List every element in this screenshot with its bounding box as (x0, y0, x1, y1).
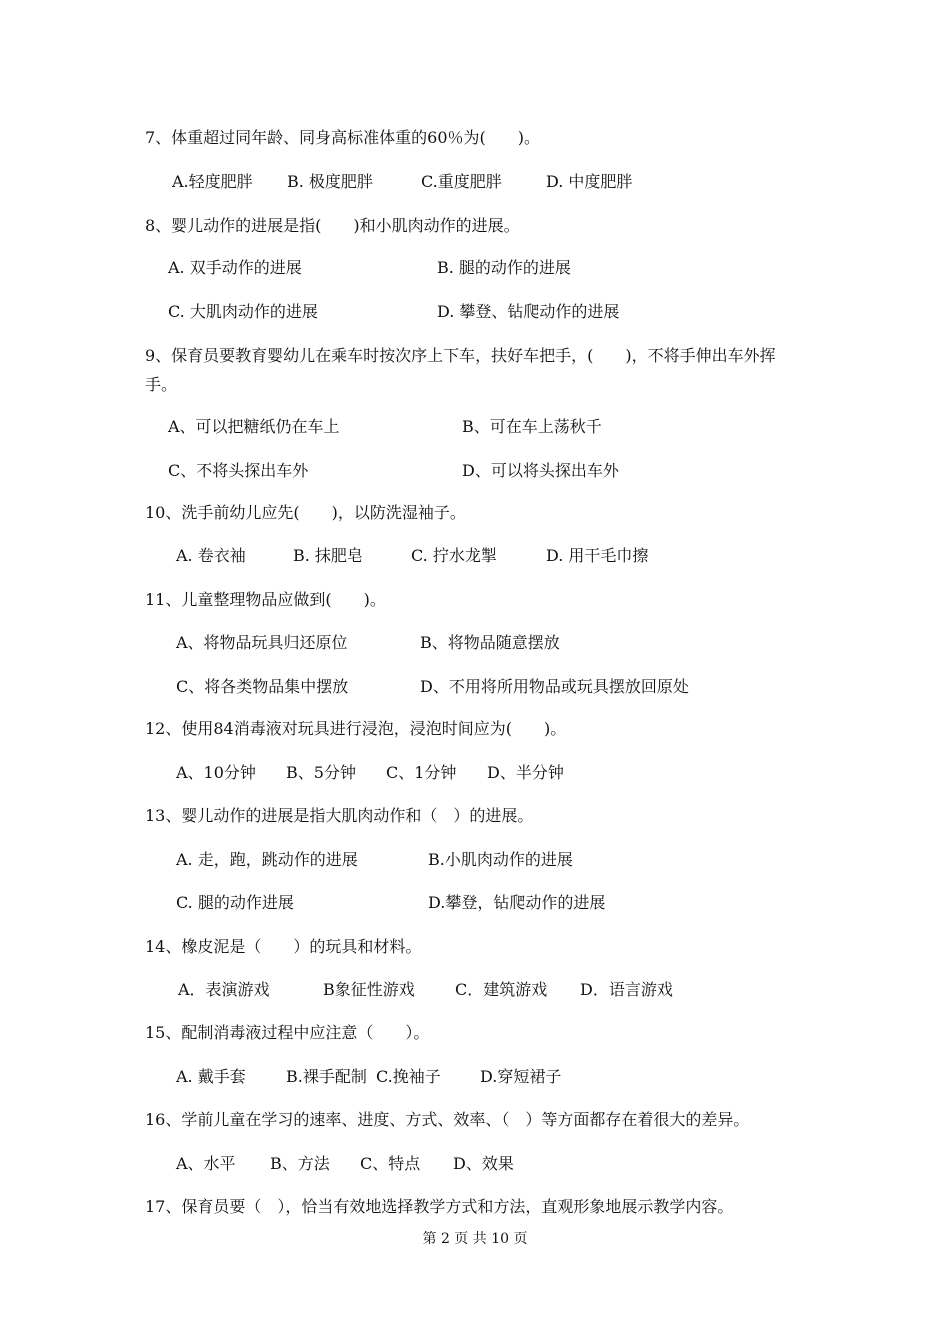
answer-option: C、特点 (360, 1154, 421, 1173)
question-text-continued: 手。 (145, 375, 178, 394)
answer-option: D、半分钟 (487, 763, 564, 782)
question-text: 12、使用84消毒液对玩具进行浸泡，浸泡时间应为( )。 (145, 719, 567, 738)
question-text: 15、配制消毒液过程中应注意（ ）。 (145, 1023, 430, 1042)
answer-option: B象征性游戏 (323, 980, 415, 999)
answer-option: C. 腿的动作进展 (176, 893, 294, 912)
question-text: 7、体重超过同年龄、同身高标准体重的60％为( )。 (145, 128, 541, 147)
question-text: 9、保育员要教育婴幼儿在乘车时按次序上下车，扶好车把手，( )，不将手伸出车外挥 (145, 346, 776, 365)
answer-option: C. 拧水龙掣 (411, 546, 497, 565)
answer-option: B.小肌肉动作的进展 (428, 850, 573, 869)
question-text: 13、婴儿动作的进展是指大肌肉动作和（ ）的进展。 (145, 806, 534, 825)
answer-option: B、方法 (270, 1154, 330, 1173)
answer-option: A、可以把糖纸仍在车上 (168, 417, 340, 436)
answer-option: D. 中度肥胖 (546, 172, 633, 191)
answer-option: B. 抹肥皂 (293, 546, 363, 565)
answer-option: D. 用干毛巾擦 (546, 546, 649, 565)
answer-option: A、将物品玩具归还原位 (176, 633, 348, 652)
answer-option: A.轻度肥胖 (172, 172, 253, 191)
answer-option: C. 大肌肉动作的进展 (168, 302, 318, 321)
question-text: 17、保育员要（ ），恰当有效地选择教学方式和方法，直观形象地展示教学内容。 (145, 1197, 734, 1216)
answer-option: C、将各类物品集中摆放 (176, 677, 349, 696)
answer-option: C、1分钟 (386, 763, 457, 782)
answer-option: A、10分钟 (176, 763, 256, 782)
page-footer: 第 2 页 共 10 页 (422, 1231, 528, 1247)
question-text: 11、儿童整理物品应做到( )。 (145, 590, 386, 609)
answer-option: D．语言游戏 (580, 980, 673, 999)
question-text: 8、婴儿动作的进展是指( )和小肌肉动作的进展。 (145, 216, 520, 235)
answer-option: D、不用将所用物品或玩具摆放回原处 (420, 677, 689, 696)
answer-option: D.穿短裙子 (480, 1067, 562, 1086)
answer-option: A．表演游戏 (178, 980, 270, 999)
answer-option: B、5分钟 (286, 763, 356, 782)
question-text: 16、学前儿童在学习的速率、进度、方式、效率、（ ）等方面都存在着很大的差异。 (145, 1110, 750, 1129)
answer-option: C、不将头探出车外 (168, 461, 309, 480)
answer-option: A. 卷衣袖 (176, 546, 246, 565)
answer-option: B.裸手配制 (286, 1067, 367, 1086)
answer-option: D、可以将头探出车外 (462, 461, 619, 480)
answer-option: D.攀登，钻爬动作的进展 (428, 893, 606, 912)
answer-option: A. 双手动作的进展 (168, 258, 302, 277)
answer-option: A、水平 (176, 1154, 236, 1173)
answer-option: B. 腿的动作的进展 (437, 258, 571, 277)
answer-option: C.挽袖子 (376, 1067, 441, 1086)
answer-option: B、将物品随意摆放 (420, 633, 560, 652)
answer-option: D、效果 (453, 1154, 514, 1173)
answer-option: D. 攀登、钻爬动作的进展 (437, 302, 620, 321)
answer-option: B、可在车上荡秋千 (462, 417, 602, 436)
question-text: 14、橡皮泥是（ ）的玩具和材料。 (145, 937, 422, 956)
answer-option: B. 极度肥胖 (287, 172, 373, 191)
answer-option: C.重度肥胖 (421, 172, 502, 191)
question-text: 10、洗手前幼儿应先( )，以防洗湿袖子。 (145, 503, 466, 522)
answer-option: A. 戴手套 (176, 1067, 246, 1086)
answer-option: C．建筑游戏 (455, 980, 548, 999)
answer-option: A. 走，跑，跳动作的进展 (176, 850, 358, 869)
